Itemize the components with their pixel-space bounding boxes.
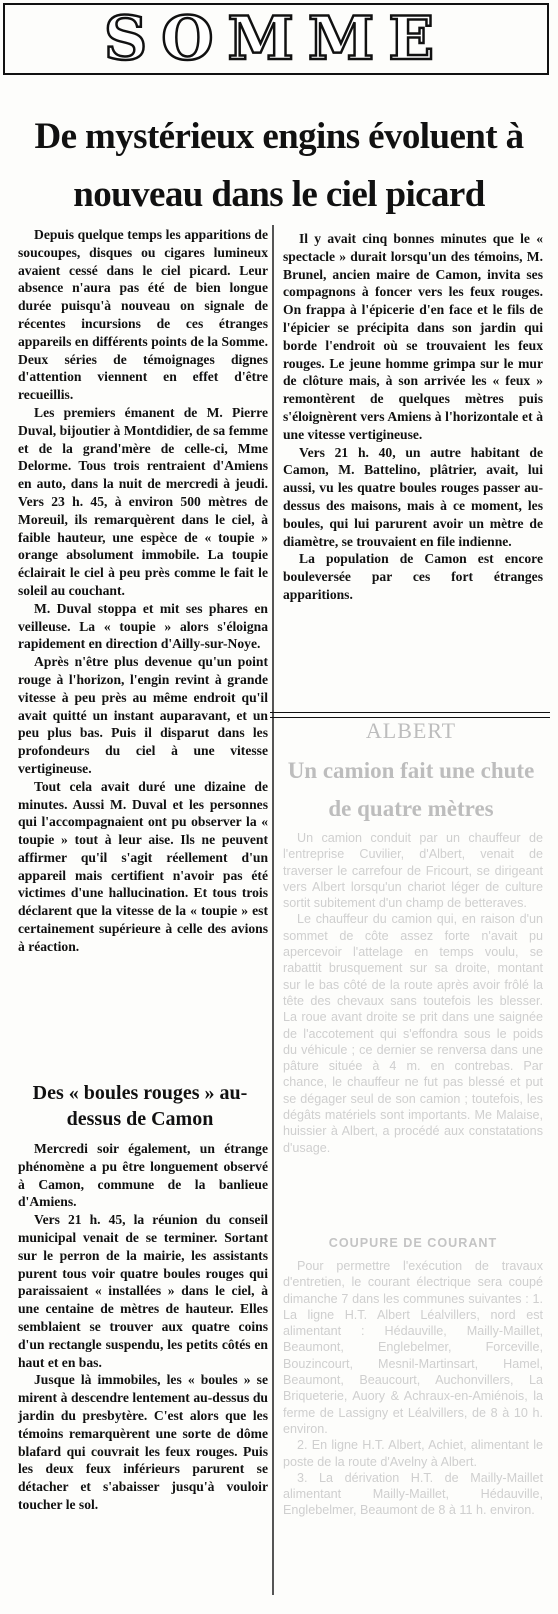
section-subhead: Des « boules rouges » au-dessus de Camon	[32, 1082, 248, 1130]
paragraph: Depuis quelque temps les apparitions de soucoupes, disques ou cigares lumineux avaient cessé dans le ciel picard. Leur absence n'aura pas été de bien longue durée puisqu'à nouveau on signale de récentes incursions de ces étranges appareils en différents points de la Somme. Deux séries de témoignages dignes d'attention viennent en effet d'être recueillis.	[18, 227, 268, 403]
paragraph: 2. En ligne H.T. Albert, Achiet, alimentant le poste de la route d'Avelny à Albert.	[283, 1438, 543, 1469]
paragraph: 3. La dérivation H.T. de Mailly-Maillet alimentant Mailly-Maillet, Hédauville, Englebelmer, Beaumont de 8 à 11 h. environ.	[283, 1470, 543, 1518]
masthead	[3, 3, 549, 75]
paragraph: Tout cela avait duré une dizaine de minutes. Aussi M. Duval et les personnes qui l'accompagnaient ont pu observer la « toupie » tout à leur aise. Ils ne peuvent affirmer qu'il s'agit réellement d'un appareil mais certifient n'avoir pas été victimes d'une hallucination. Et tous trois déclarent que la vitesse de la « toupie » est certainement supérieure à celle des avions à réaction.	[18, 778, 268, 954]
section-camon-column	[18, 1140, 268, 1514]
paragraph: Jusque là immobiles, les « boules » se mirent à descendre lentement au-dessus du jardin du presbytère. C'est alors que les témoins remarquèrent une sorte de dôme blafard qui couvrait les feux rouges. Puis les deux feux inférieurs parurent se détacher et s'abaisser jusqu'à vouloir toucher le sol.	[18, 1372, 268, 1512]
paragraph: M. Duval stoppa et mit ses phares en veilleuse. La « toupie » alors s'éloigna rapidement en direction d'Ailly-sur-Noye.	[18, 600, 268, 652]
paragraph: Pour permettre l'exécution de travaux d'entretien, le courant électrique sera coupé dimanche 7 dans les communes suivantes : 1. La ligne H.T. Albert Léalvillers, nord est alimentant : Hédauville, Mailly-Maillet, Beaumont, Englebelmer, Forceville, Bouzincourt, Mesnil-Martinsart, Hamel, Beaumont, Beaucourt, Auchonvillers, La Briqueterie, Auory & Achraux-en-Amiénois, la ferme de Lassigny et Léalvillers, de 8 à 10 h. environ.	[283, 1259, 543, 1436]
masthead-title: SOMME	[103, 4, 449, 74]
paragraph: Vers 21 h. 40, un autre habitant de Camon, M. Battelino, plâtrier, avait, lui aussi, vu les quatre boules rouges passer au-dessus des maisons, mais à ce moment, les boules, qui lui parurent avoir un mètre de diamètre, se trouvaient en file indienne.	[283, 444, 543, 549]
column-divider	[272, 225, 274, 1595]
paragraph: Il y avait cinq bonnes minutes que le « spectacle » durait lorsqu'un des témoins, M. Brunel, ancien maire de Camon, invita ses compagnons à foncer vers les feux rouges. On frappa à l'épicerie d'en face et le fils de l'épicier se précipita dans son jardin qui borde l'endroit où se trouvaient les feux rouges. Le jeune homme grimpa sur le mur de clôture mais, à son arrivée les « feux » remontèrent de quelques mètres puis s'éloignèrent vers Amiens à l'horizontale et à une vitesse vertigineuse.	[283, 231, 543, 442]
faded-column	[283, 830, 543, 1156]
faded-column-2	[283, 1258, 543, 1519]
faded-place: ALBERT	[365, 718, 457, 743]
paragraph: Le chauffeur du camion qui, en raison d'un sommet de côte assez forte n'avait pu apercevoir l'attelage en temps voulu, se rabattit brusquement sur sa droite, montant sur le bas côté de la route après avoir frôlé la tête des chevaux sans toutefois les blesser. La roue avant droite se prit dans une saignée de l'accotement qui s'effondra sous le poids du véhicule ; ce dernier se renversa dans une pâture située à 4 m. en contrebas. Par chance, le chauffeur ne fut pas blessé et put se dégager seul de son camion ; toutefois, les dégâts matériels sont importants. Me Malaise, huissier à Albert, a procédé aux constatations d'usage.	[283, 912, 543, 1155]
article-left-column	[18, 226, 268, 956]
paragraph: Les premiers émanent de M. Pierre Duval, bijoutier à Montdidier, de sa femme et de la grand'mère de celle-ci, Mme Delorme. Tous trois rentraient d'Amiens en auto, dans la nuit de mercredi à jeudi. Vers 23 h. 45, à environ 500 mètres de Moreuil, ils remarquèrent dans le ciel, à faible hauteur, une espèce de « toupie » orange absolument immobile. La toupie éclairait le ciel à peu près comme le fait le soleil au couchant.	[18, 404, 268, 598]
faded-subhead: COUPURE DE COURANT	[328, 1236, 498, 1250]
paragraph: Après n'être plus devenue qu'un point rouge à l'horizon, l'engin revint à grande vitesse à peu près au même endroit qu'il avait quitté un instant auparavant, et un peu plus bas. Puis il disparut dans les profondeurs du ciel à une vitesse vertigineuse.	[18, 654, 268, 776]
paragraph: Un camion conduit par un chauffeur de l'entreprise Cuvilier, d'Albert, venait de traverser le carrefour de Fricourt, se dirigeant vers Albert lorsqu'un chariot léger de culture sortit subitement d'un champ de betteraves.	[283, 831, 543, 911]
paragraph: Vers 21 h. 45, la réunion du conseil municipal venait de se terminer. Sortant sur le perron de la mairie, les assistants purent tous voir quatre boules rouges qui paraissaient « installées » dans le ciel, à une centaine de mètres de hauteur. Elles semblaient se trouver aux quatre coins d'un rectangle suspendu, les petits côtés en haut et en bas.	[18, 1212, 268, 1370]
paragraph: Mercredi soir également, un étrange phénomène a pu être longuement observé à Camon, commune de la banlieue d'Amiens.	[18, 1141, 268, 1210]
headline: De mystérieux engins évoluent à nouveau dans le ciel picard	[34, 116, 524, 215]
paragraph: La population de Camon est encore bouleversée par ces fort étranges apparitions.	[283, 551, 543, 602]
faded-title: Un camion fait une chute de quatre mètres	[287, 758, 535, 821]
article-right-column	[283, 230, 543, 604]
